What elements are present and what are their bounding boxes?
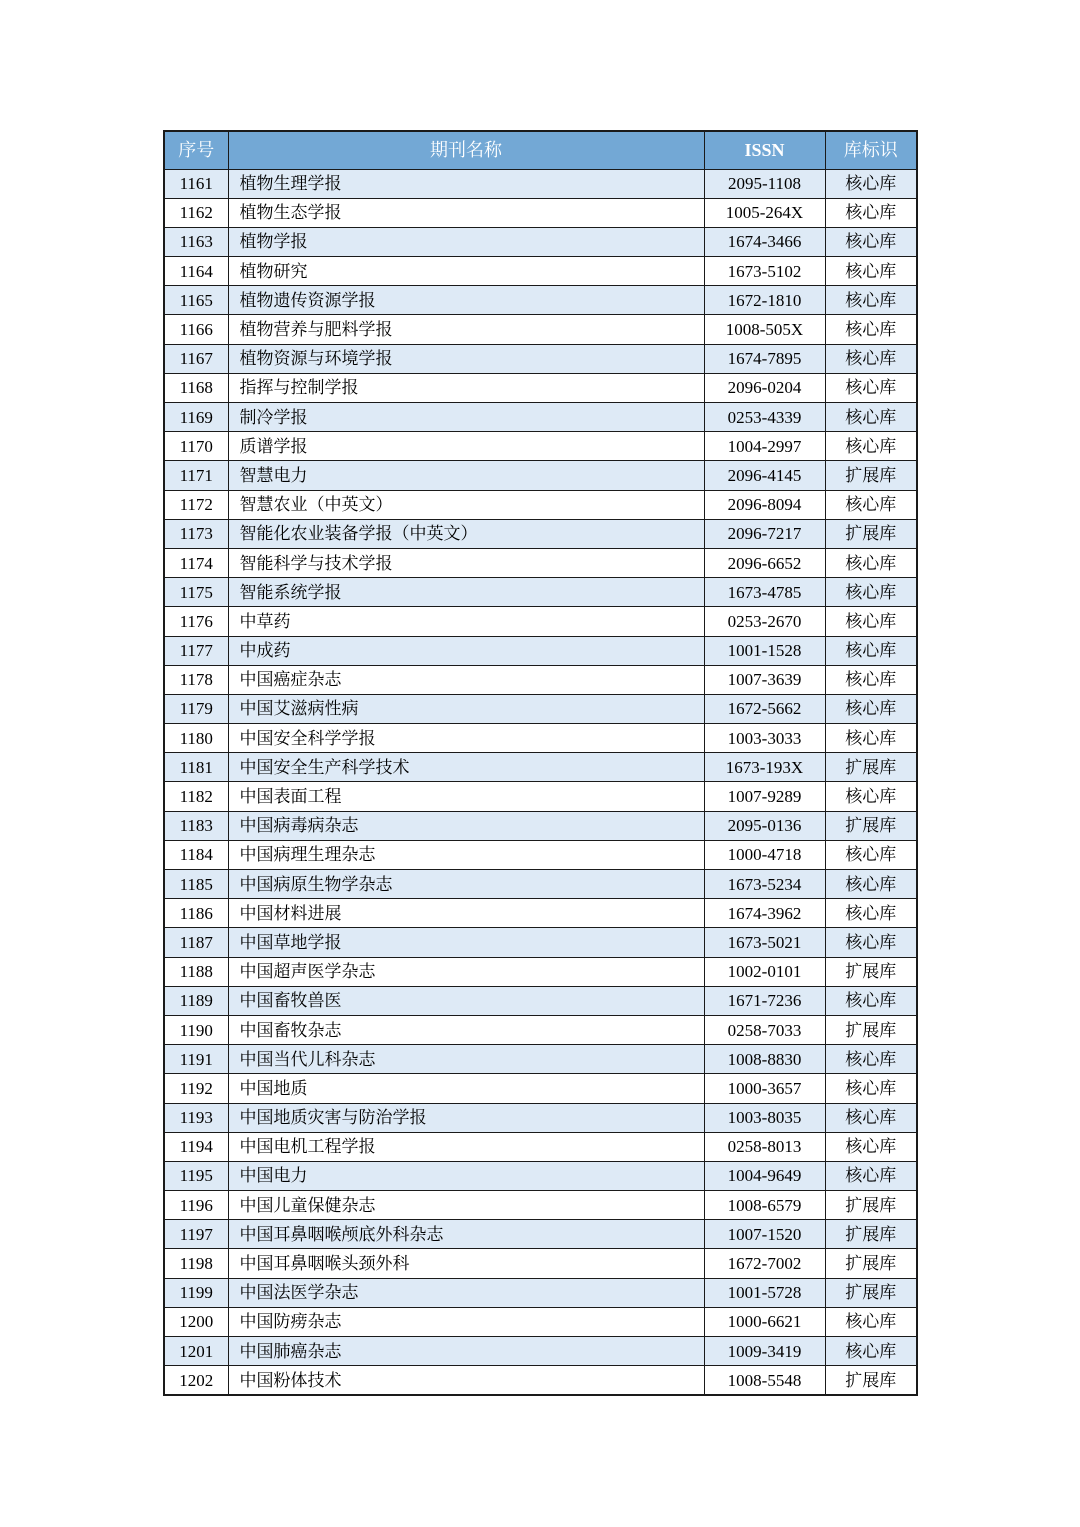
table-row (164, 1249, 917, 1278)
table-row (164, 1307, 917, 1336)
cell-serial: 1197 (164, 1220, 228, 1249)
cell-journal-name: 智能化农业装备学报（中英文） (228, 519, 704, 548)
cell-db-label: 核心库 (825, 1161, 917, 1190)
table-header (164, 131, 917, 169)
cell-journal-name: 中国粉体技术 (228, 1366, 704, 1395)
cell-journal-name: 中国地质灾害与防治学报 (228, 1103, 704, 1132)
table-row (164, 840, 917, 869)
cell-db-label: 核心库 (825, 636, 917, 665)
cell-issn: 1001-5728 (704, 1278, 825, 1307)
table-row (164, 1191, 917, 1220)
cell-issn: 1007-3639 (704, 665, 825, 694)
cell-db-label: 核心库 (825, 899, 917, 928)
cell-serial: 1192 (164, 1074, 228, 1103)
cell-db-label: 扩展库 (825, 1015, 917, 1044)
cell-db-label: 扩展库 (825, 811, 917, 840)
table-row (164, 548, 917, 577)
cell-journal-name: 中国电机工程学报 (228, 1132, 704, 1161)
cell-journal-name: 中国安全科学学报 (228, 724, 704, 753)
cell-journal-name: 中国畜牧杂志 (228, 1015, 704, 1044)
cell-journal-name: 中国病原生物学杂志 (228, 870, 704, 899)
header-issn: ISSN (704, 131, 825, 169)
cell-journal-name: 制冷学报 (228, 403, 704, 432)
cell-serial: 1169 (164, 403, 228, 432)
table-row (164, 957, 917, 986)
cell-serial: 1188 (164, 957, 228, 986)
table-row (164, 1132, 917, 1161)
table-row (164, 1278, 917, 1307)
cell-issn: 1004-9649 (704, 1161, 825, 1190)
cell-db-label: 核心库 (825, 169, 917, 198)
cell-issn: 1672-7002 (704, 1249, 825, 1278)
cell-serial: 1183 (164, 811, 228, 840)
cell-journal-name: 中国肺癌杂志 (228, 1337, 704, 1366)
cell-serial: 1170 (164, 432, 228, 461)
cell-serial: 1172 (164, 490, 228, 519)
cell-issn: 1673-5234 (704, 870, 825, 899)
cell-db-label: 核心库 (825, 840, 917, 869)
table-row (164, 257, 917, 286)
cell-issn: 2096-7217 (704, 519, 825, 548)
cell-issn: 1007-9289 (704, 782, 825, 811)
cell-journal-name: 中国病毒病杂志 (228, 811, 704, 840)
table-row (164, 169, 917, 198)
cell-db-label: 核心库 (825, 665, 917, 694)
cell-db-label: 核心库 (825, 607, 917, 636)
table-row (164, 782, 917, 811)
cell-db-label: 扩展库 (825, 1366, 917, 1395)
cell-issn: 1673-193X (704, 753, 825, 782)
cell-serial: 1199 (164, 1278, 228, 1307)
cell-journal-name: 中成药 (228, 636, 704, 665)
cell-db-label: 核心库 (825, 928, 917, 957)
cell-db-label: 核心库 (825, 1337, 917, 1366)
cell-issn: 2096-8094 (704, 490, 825, 519)
cell-journal-name: 中国安全生产科学技术 (228, 753, 704, 782)
cell-db-label: 核心库 (825, 694, 917, 723)
table-row (164, 753, 917, 782)
cell-journal-name: 中国超声医学杂志 (228, 957, 704, 986)
cell-db-label: 核心库 (825, 548, 917, 577)
cell-journal-name: 中国癌症杂志 (228, 665, 704, 694)
table-row (164, 899, 917, 928)
cell-issn: 1008-6579 (704, 1191, 825, 1220)
cell-issn: 2095-1108 (704, 169, 825, 198)
cell-issn: 1674-3466 (704, 227, 825, 256)
cell-db-label: 核心库 (825, 1045, 917, 1074)
table-row (164, 607, 917, 636)
cell-db-label: 核心库 (825, 1307, 917, 1336)
cell-serial: 1165 (164, 286, 228, 315)
cell-db-label: 核心库 (825, 986, 917, 1015)
cell-journal-name: 中国畜牧兽医 (228, 986, 704, 1015)
table-row (164, 198, 917, 227)
cell-issn: 0253-4339 (704, 403, 825, 432)
cell-serial: 1184 (164, 840, 228, 869)
cell-serial: 1177 (164, 636, 228, 665)
cell-db-label: 核心库 (825, 198, 917, 227)
cell-serial: 1186 (164, 899, 228, 928)
table-row (164, 1366, 917, 1395)
cell-journal-name: 中国耳鼻咽喉颅底外科杂志 (228, 1220, 704, 1249)
table-row (164, 811, 917, 840)
cell-serial: 1195 (164, 1161, 228, 1190)
cell-journal-name: 植物学报 (228, 227, 704, 256)
journal-table (163, 130, 918, 1396)
cell-db-label: 扩展库 (825, 1278, 917, 1307)
cell-db-label: 核心库 (825, 403, 917, 432)
cell-issn: 1002-0101 (704, 957, 825, 986)
table-row (164, 373, 917, 402)
cell-serial: 1168 (164, 373, 228, 402)
cell-serial: 1162 (164, 198, 228, 227)
cell-db-label: 核心库 (825, 257, 917, 286)
cell-serial: 1189 (164, 986, 228, 1015)
cell-issn: 1673-4785 (704, 578, 825, 607)
cell-journal-name: 中国耳鼻咽喉头颈外科 (228, 1249, 704, 1278)
cell-db-label: 扩展库 (825, 1191, 917, 1220)
cell-serial: 1166 (164, 315, 228, 344)
cell-db-label: 扩展库 (825, 1249, 917, 1278)
cell-journal-name: 中国病理生理杂志 (228, 840, 704, 869)
cell-db-label: 核心库 (825, 1132, 917, 1161)
cell-journal-name: 指挥与控制学报 (228, 373, 704, 402)
cell-journal-name: 植物资源与环境学报 (228, 344, 704, 373)
cell-serial: 1175 (164, 578, 228, 607)
cell-serial: 1187 (164, 928, 228, 957)
cell-db-label: 扩展库 (825, 753, 917, 782)
cell-issn: 1009-3419 (704, 1337, 825, 1366)
cell-serial: 1194 (164, 1132, 228, 1161)
cell-issn: 0258-7033 (704, 1015, 825, 1044)
cell-issn: 1674-7895 (704, 344, 825, 373)
header-row (164, 131, 917, 169)
cell-journal-name: 智慧电力 (228, 461, 704, 490)
cell-serial: 1174 (164, 548, 228, 577)
cell-issn: 2096-0204 (704, 373, 825, 402)
cell-db-label: 核心库 (825, 724, 917, 753)
cell-db-label: 扩展库 (825, 1220, 917, 1249)
cell-db-label: 核心库 (825, 344, 917, 373)
cell-journal-name: 中国法医学杂志 (228, 1278, 704, 1307)
cell-issn: 1008-505X (704, 315, 825, 344)
cell-journal-name: 中国材料进展 (228, 899, 704, 928)
cell-issn: 1672-5662 (704, 694, 825, 723)
table-row (164, 519, 917, 548)
cell-journal-name: 中国儿童保健杂志 (228, 1191, 704, 1220)
cell-journal-name: 中国电力 (228, 1161, 704, 1190)
cell-journal-name: 中国表面工程 (228, 782, 704, 811)
cell-serial: 1196 (164, 1191, 228, 1220)
cell-journal-name: 中国当代儿科杂志 (228, 1045, 704, 1074)
journal-table-body (164, 169, 917, 1395)
cell-issn: 1673-5102 (704, 257, 825, 286)
table-row (164, 490, 917, 519)
cell-serial: 1161 (164, 169, 228, 198)
cell-db-label: 核心库 (825, 1103, 917, 1132)
cell-serial: 1163 (164, 227, 228, 256)
header-serial: 序号 (164, 131, 228, 169)
cell-db-label: 扩展库 (825, 519, 917, 548)
cell-db-label: 核心库 (825, 782, 917, 811)
cell-journal-name: 中国草地学报 (228, 928, 704, 957)
cell-issn: 1001-1528 (704, 636, 825, 665)
cell-db-label: 核心库 (825, 227, 917, 256)
table-row (164, 432, 917, 461)
table-row (164, 636, 917, 665)
table-row (164, 1161, 917, 1190)
cell-journal-name: 植物生态学报 (228, 198, 704, 227)
cell-issn: 1003-8035 (704, 1103, 825, 1132)
cell-issn: 0258-8013 (704, 1132, 825, 1161)
cell-serial: 1180 (164, 724, 228, 753)
cell-serial: 1202 (164, 1366, 228, 1395)
cell-issn: 1003-3033 (704, 724, 825, 753)
cell-db-label: 核心库 (825, 490, 917, 519)
table-row (164, 665, 917, 694)
cell-journal-name: 植物遗传资源学报 (228, 286, 704, 315)
cell-serial: 1171 (164, 461, 228, 490)
cell-issn: 1005-264X (704, 198, 825, 227)
cell-db-label: 核心库 (825, 578, 917, 607)
cell-db-label: 扩展库 (825, 957, 917, 986)
table-row (164, 694, 917, 723)
cell-serial: 1167 (164, 344, 228, 373)
table-row (164, 461, 917, 490)
cell-db-label: 核心库 (825, 1074, 917, 1103)
cell-db-label: 核心库 (825, 870, 917, 899)
table-row (164, 1337, 917, 1366)
cell-db-label: 核心库 (825, 432, 917, 461)
cell-issn: 1000-6621 (704, 1307, 825, 1336)
cell-serial: 1201 (164, 1337, 228, 1366)
cell-serial: 1173 (164, 519, 228, 548)
table-row (164, 986, 917, 1015)
cell-journal-name: 中国地质 (228, 1074, 704, 1103)
table-row (164, 1074, 917, 1103)
table-row (164, 1015, 917, 1044)
cell-serial: 1179 (164, 694, 228, 723)
cell-db-label: 核心库 (825, 315, 917, 344)
cell-journal-name: 植物生理学报 (228, 169, 704, 198)
cell-issn: 1000-4718 (704, 840, 825, 869)
cell-journal-name: 智慧农业（中英文） (228, 490, 704, 519)
cell-journal-name: 中国艾滋病性病 (228, 694, 704, 723)
cell-db-label: 核心库 (825, 373, 917, 402)
cell-issn: 1004-2997 (704, 432, 825, 461)
table-row (164, 1045, 917, 1074)
header-db-label: 库标识 (825, 131, 917, 169)
cell-db-label: 扩展库 (825, 461, 917, 490)
cell-issn: 2096-6652 (704, 548, 825, 577)
cell-serial: 1191 (164, 1045, 228, 1074)
cell-serial: 1193 (164, 1103, 228, 1132)
cell-serial: 1198 (164, 1249, 228, 1278)
cell-journal-name: 中草药 (228, 607, 704, 636)
cell-journal-name: 植物研究 (228, 257, 704, 286)
cell-issn: 2096-4145 (704, 461, 825, 490)
cell-journal-name: 智能系统学报 (228, 578, 704, 607)
table-row (164, 403, 917, 432)
cell-serial: 1182 (164, 782, 228, 811)
table-row (164, 344, 917, 373)
cell-issn: 1673-5021 (704, 928, 825, 957)
table-row (164, 227, 917, 256)
cell-serial: 1181 (164, 753, 228, 782)
table-row (164, 1220, 917, 1249)
cell-issn: 1007-1520 (704, 1220, 825, 1249)
cell-journal-name: 智能科学与技术学报 (228, 548, 704, 577)
table-row (164, 1103, 917, 1132)
cell-journal-name: 中国防痨杂志 (228, 1307, 704, 1336)
header-journal-name: 期刊名称 (228, 131, 704, 169)
cell-issn: 2095-0136 (704, 811, 825, 840)
table-row (164, 724, 917, 753)
cell-db-label: 核心库 (825, 286, 917, 315)
table-row (164, 578, 917, 607)
table-row (164, 928, 917, 957)
cell-serial: 1164 (164, 257, 228, 286)
cell-issn: 1671-7236 (704, 986, 825, 1015)
cell-journal-name: 植物营养与肥料学报 (228, 315, 704, 344)
table-row (164, 315, 917, 344)
cell-issn: 1000-3657 (704, 1074, 825, 1103)
cell-issn: 1008-8830 (704, 1045, 825, 1074)
cell-issn: 0253-2670 (704, 607, 825, 636)
cell-serial: 1200 (164, 1307, 228, 1336)
cell-serial: 1178 (164, 665, 228, 694)
cell-issn: 1672-1810 (704, 286, 825, 315)
table-row (164, 286, 917, 315)
cell-serial: 1185 (164, 870, 228, 899)
cell-serial: 1176 (164, 607, 228, 636)
cell-issn: 1008-5548 (704, 1366, 825, 1395)
cell-serial: 1190 (164, 1015, 228, 1044)
cell-journal-name: 质谱学报 (228, 432, 704, 461)
table-row (164, 870, 917, 899)
cell-issn: 1674-3962 (704, 899, 825, 928)
